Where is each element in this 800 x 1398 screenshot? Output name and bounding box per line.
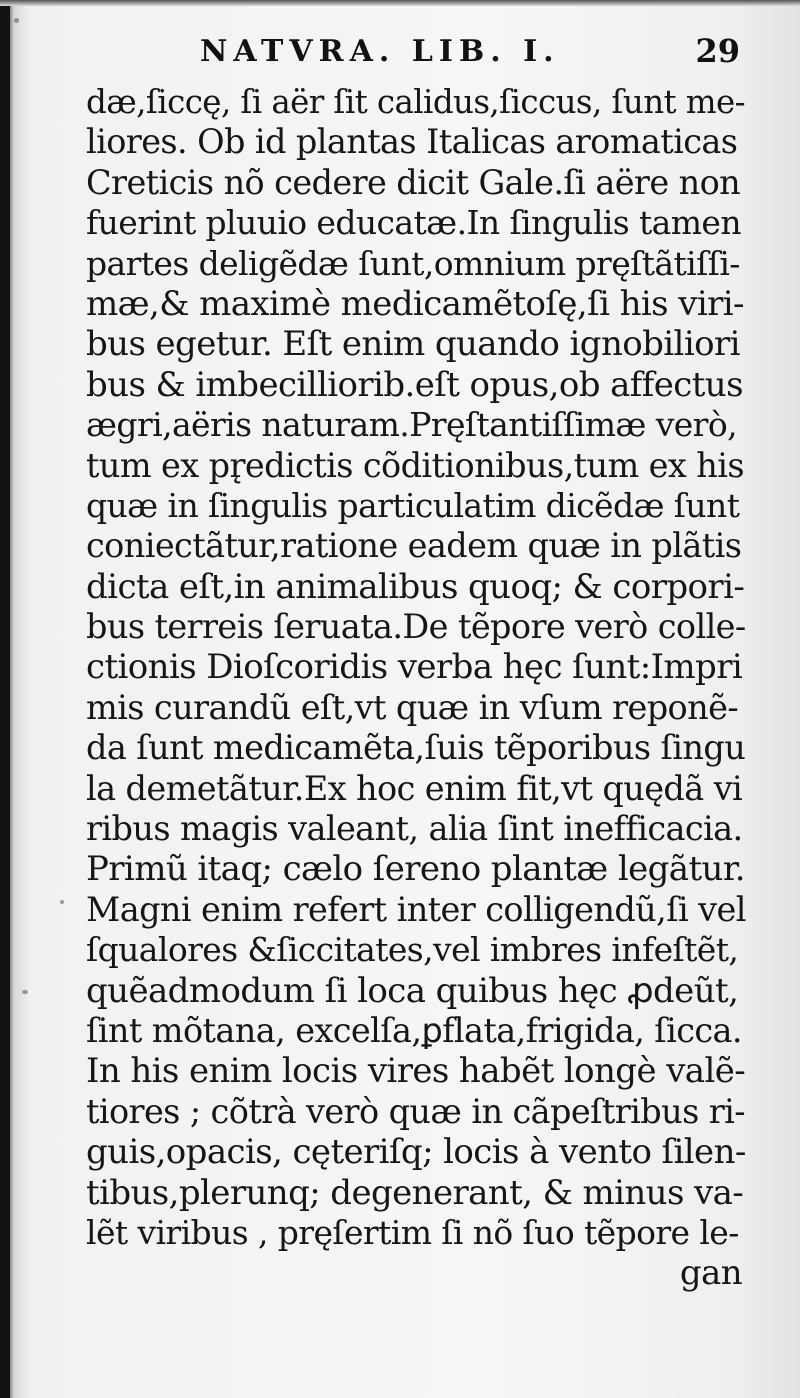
catchword: gan: [679, 1253, 742, 1294]
text-line: ſint mõtana, excelſa,ꝑflata,frigida, ſicca.: [86, 1010, 742, 1050]
text-line: lẽt viribus , pręſertim ſi nõ ſuo tẽpore le-: [86, 1212, 739, 1252]
text-line: tum ex pr̨edictis cõditionibus,tum ex his: [86, 445, 744, 485]
text-line: la demetãtur.Ex hoc enim fit,vt quędã vi: [86, 768, 743, 808]
text-line: fuerint pluuio educatæ.In ſingulis tamen: [86, 203, 741, 243]
binding-shadow: [0, 0, 10, 1398]
text-line: Primũ itaq; cælo ſereno plantæ legãtur.: [86, 849, 745, 890]
text-line: da ſunt medicamẽta,ſuis tẽporibus ſingu: [86, 728, 746, 768]
text-line: bus terreis ſeruata.De tẽpore verò colle-: [86, 607, 746, 647]
text-line: ctionis Dioſcoridis verba hęc ſunt:Impri: [86, 647, 743, 688]
text-line: quẽadmodum ſi loca quibus hęc ꝓdeũt,: [86, 970, 739, 1011]
text-line: mis curandũ eſt,vt quæ in vſum reponẽ-: [86, 687, 739, 727]
ink-speck: [60, 900, 64, 904]
text-line: Creticis nõ cedere dicit Gale.ſi aëre non: [86, 162, 741, 202]
ink-speck: [14, 18, 19, 23]
text-line: ribus magis valeant, alia ſint inefficacia.: [86, 809, 743, 849]
running-head: NATVRA. LIB. I.: [200, 34, 560, 69]
text-line: mæ,& maximè medicamẽtoſę,ſi his viri-: [86, 283, 744, 324]
text-line: bus & imbecilliorib.eſt opus,ob affectus: [86, 364, 743, 405]
text-line: dicta eſt,in animalibus quoq; & corpori-: [86, 566, 745, 607]
text-line: partes deligẽdæ ſunt,omnium pręſtãtiſſi-: [86, 243, 740, 283]
text-line: bus egetur. Eſt enim quando ignobiliori: [86, 324, 740, 365]
ink-speck: [22, 990, 28, 994]
text-line: coniectãtur,ratione eadem quæ in plãtis: [86, 526, 742, 566]
text-line: quæ in ſingulis particulatim dicẽdæ ſunt: [86, 485, 740, 525]
text-line: tiores ; cõtrà verò quæ in cãpeſtribus ri-: [86, 1091, 745, 1131]
text-line: ſqualores &ſiccitates,vel imbres infeſtẽt,: [86, 930, 739, 970]
text-line: In his enim locis vires habẽt longè valẽ-: [86, 1051, 746, 1092]
body-text: [86, 82, 746, 1294]
page-top-edge: [0, 0, 800, 6]
text-line: dæ,ſiccę, ſi aër ſit calidus,ſiccus, ſunt me-: [86, 83, 745, 121]
text-line: liores. Ob id plantas Italicas aromaticas: [86, 122, 738, 162]
text-line: Magni enim refert inter colligendũ,ſi vel: [86, 889, 746, 929]
text-line: ægri,aëris naturam.Pręſtantiſſimæ verò,: [86, 405, 738, 445]
page-header: [200, 34, 740, 74]
page-number: 29: [695, 32, 740, 70]
text-line: tibus,plerunq; degenerant, & minus va-: [86, 1172, 744, 1213]
text-line: guis,opacis, cęteriſq; locis à vento ſilen-: [86, 1132, 746, 1173]
